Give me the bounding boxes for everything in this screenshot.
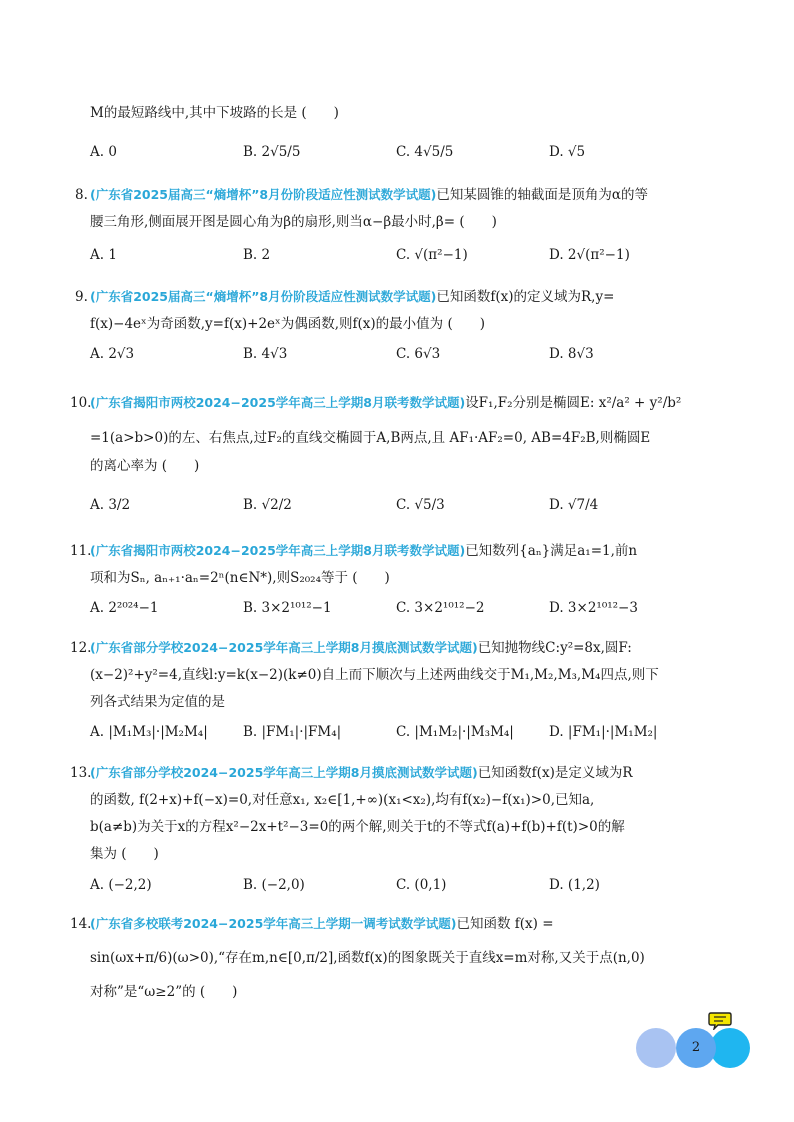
- q9-option-b: B. 4√3: [243, 346, 288, 362]
- q13-options: [90, 874, 710, 896]
- q9-option-a: A. 2√3: [90, 346, 135, 362]
- q11-option-a: A. 2²⁰²⁴−1: [90, 600, 159, 616]
- q12-options: [90, 721, 710, 743]
- q8-option-a: A. 1: [90, 247, 117, 263]
- q10-text1: 设F₁,F₂分别是椭圆E: x²/a² + y²/b²: [465, 395, 682, 411]
- q9-line1: [90, 287, 734, 307]
- q11-number: 11.: [70, 543, 92, 559]
- q7-option-a: A. 0: [90, 144, 117, 160]
- q14-text1: 已知函数 f(x) =: [456, 916, 554, 932]
- q10-option-d: D. √7/4: [549, 497, 599, 513]
- page-number: 2: [691, 1040, 701, 1055]
- q13-option-c: C. (0,1): [396, 877, 447, 893]
- q13-source: (广东省部分学校2024−2025学年高三上学期8月摸底测试数学试题): [90, 765, 478, 780]
- q10-line1: [90, 393, 734, 413]
- q8-text1: 已知某圆锥的轴截面是顶角为α的等: [436, 187, 648, 203]
- q7-option-c: C. 4√5/5: [396, 144, 454, 160]
- q14-source: (广东省多校联考2024−2025学年高三上学期一调考试数学试题): [90, 916, 457, 931]
- q10-option-a: A. 3/2: [90, 497, 131, 513]
- q8-source: (广东省2025届高三“熵增杯”8月份阶段适应性测试数学试题): [90, 187, 437, 202]
- q9-option-c: C. 6√3: [396, 346, 441, 362]
- q10-options: [90, 494, 710, 516]
- q10-source: (广东省揭阳市两校2024−2025学年高三上学期8月联考数学试题): [90, 395, 466, 410]
- q13-number: 13.: [70, 765, 92, 781]
- q11-text1: 已知数列{aₙ}满足a₁=1,前n: [465, 543, 638, 559]
- q13-text1: 已知函数f(x)是定义域为R: [477, 765, 633, 781]
- q8-line1: [90, 185, 734, 205]
- q11-option-b: B. 3×2¹⁰¹²−1: [243, 600, 332, 616]
- comment-bubble-icon[interactable]: [708, 1012, 732, 1030]
- q12-line1: [90, 638, 734, 658]
- q12-source: (广东省部分学校2024−2025学年高三上学期8月摸底测试数学试题): [90, 640, 478, 655]
- q9-number: 9.: [75, 289, 88, 305]
- q14-number: 14.: [70, 916, 92, 932]
- q7-option-b: B. 2√5/5: [243, 144, 301, 160]
- q11-line2: 项和为Sₙ, aₙ₊₁·aₙ=2ⁿ(n∈N*),则S₂₀₂₄等于 ( ): [90, 570, 390, 586]
- page-indicator: [636, 1028, 756, 1068]
- q7-stem-tail: M的最短路线中,其中下坡路的长是 ( ): [90, 105, 339, 121]
- q12-line2: (x−2)²+y²=4,直线l:y=k(x−2)(k≠0)自上而下顺次与上述两曲线交于M₁,M₂,M₃,M₄四点,则下: [90, 667, 659, 683]
- q10-line2: =1(a>b>0)的左、右焦点,过F₂的直线交椭圆于A,B两点,且 AF₁·AF₂=0, AB=4F₂B,则椭圆E: [90, 430, 651, 446]
- q12-option-d: D. |FM₁|·|M₁M₂|: [549, 724, 658, 740]
- q8-option-c: C. √(π²−1): [396, 247, 468, 263]
- q8-number: 8.: [75, 187, 88, 203]
- q10-number: 10.: [70, 395, 92, 411]
- q8-line2: 腰三角形,侧面展开图是圆心角为β的扇形,则当α−β最小时,β= ( ): [90, 214, 497, 230]
- q14-line2: sin(ωx+π/6)(ω>0),“存在m,n∈[0,π/2],函数f(x)的图象既关于直线x=m对称,又关于点(n,0): [90, 950, 645, 966]
- q14-line3: 对称”是“ω≥2”的 ( ): [90, 984, 238, 1000]
- pager-circle-right: [710, 1028, 750, 1068]
- q8-options: [90, 244, 710, 266]
- q11-option-c: C. 3×2¹⁰¹²−2: [396, 600, 485, 616]
- q12-number: 12.: [70, 640, 92, 656]
- q13-line4: 集为 ( ): [90, 846, 159, 862]
- q11-line1: [90, 541, 734, 561]
- q11-source: (广东省揭阳市两校2024−2025学年高三上学期8月联考数学试题): [90, 543, 466, 558]
- q12-option-b: B. |FM₁|·|FM₄|: [243, 724, 342, 740]
- q13-option-d: D. (1,2): [549, 877, 600, 893]
- q13-line1: [90, 763, 734, 783]
- q9-option-d: D. 8√3: [549, 346, 594, 362]
- q13-line3: b(a≠b)为关于x的方程x²−2x+t²−3=0的两个解,则关于t的不等式f(a)+f(b)+f(t)>0的解: [90, 819, 625, 835]
- q13-line2: 的函数, f(2+x)+f(−x)=0,对任意x₁, x₂∈[1,+∞)(x₁<x₂),均有f(x₂)−f(x₁)>0,已知a,: [90, 792, 595, 808]
- q9-source: (广东省2025届高三“熵增杯”8月份阶段适应性测试数学试题): [90, 289, 437, 304]
- q12-option-a: A. |M₁M₃|·|M₂M₄|: [90, 724, 208, 740]
- q9-line2: f(x)−4eˣ为奇函数,y=f(x)+2eˣ为偶函数,则f(x)的最小值为 ( ): [90, 316, 485, 332]
- q13-option-b: B. (−2,0): [243, 877, 305, 893]
- q8-option-b: B. 2: [243, 247, 271, 263]
- q8-option-d: D. 2√(π²−1): [549, 247, 630, 263]
- q7-options: [90, 141, 710, 163]
- q11-options: [90, 597, 710, 619]
- q7-option-d: D. √5: [549, 144, 586, 160]
- q10-option-c: C. √5/3: [396, 497, 445, 513]
- q13-option-a: A. (−2,2): [90, 877, 152, 893]
- q9-text1: 已知函数f(x)的定义域为R,y=: [436, 289, 615, 305]
- pager-circle-left: [636, 1028, 676, 1068]
- q12-line3: 列各式结果为定值的是: [90, 694, 225, 710]
- q9-options: [90, 343, 710, 365]
- q14-line1: [90, 914, 734, 934]
- q10-option-b: B. √2/2: [243, 497, 292, 513]
- q11-option-d: D. 3×2¹⁰¹²−3: [549, 600, 638, 616]
- q12-option-c: C. |M₁M₂|·|M₃M₄|: [396, 724, 514, 740]
- q10-line3: 的离心率为 ( ): [90, 458, 200, 474]
- q12-text1: 已知抛物线C:y²=8x,圆F:: [477, 640, 632, 656]
